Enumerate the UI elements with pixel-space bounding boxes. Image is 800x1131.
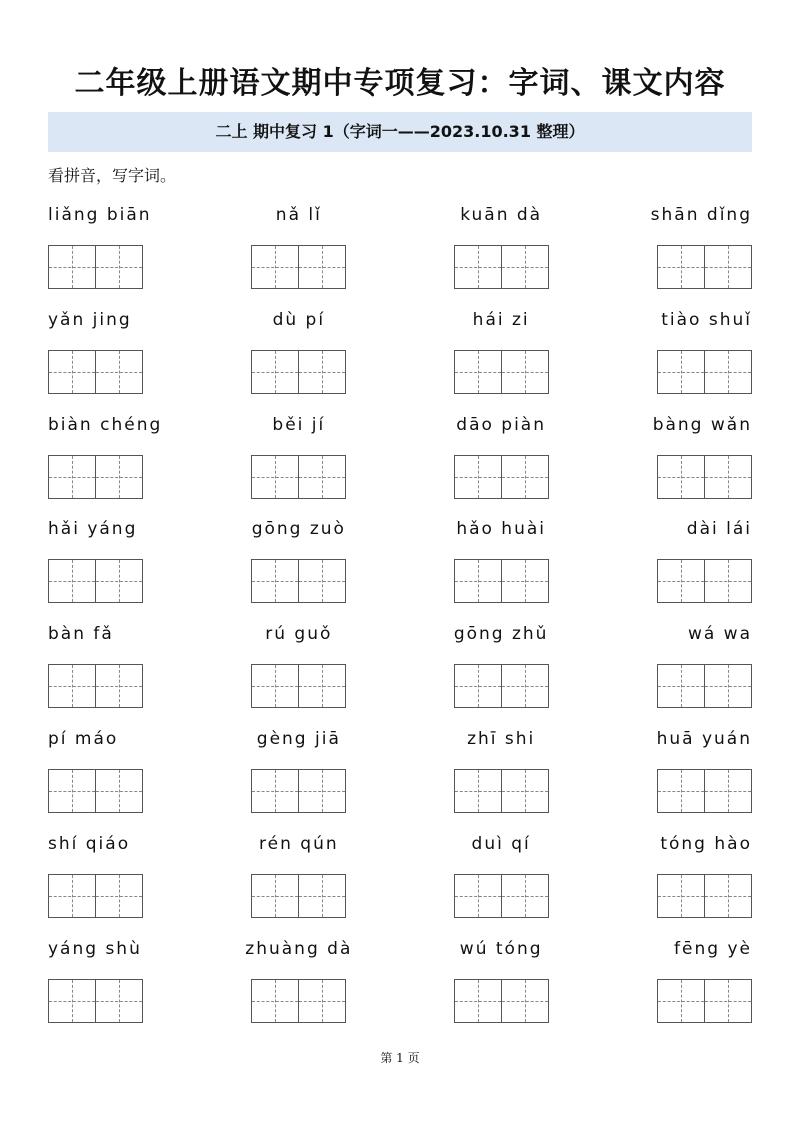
- exercise-item: [250, 829, 347, 934]
- pinyin-label: liǎng biān: [48, 205, 152, 225]
- character-box[interactable]: [252, 351, 298, 393]
- character-box[interactable]: [252, 665, 298, 707]
- exercise-item: [453, 619, 550, 724]
- pinyin-label: fēng yè: [674, 938, 752, 959]
- exercise-item: [453, 724, 550, 829]
- pinyin-label: dù pí: [272, 309, 326, 330]
- writing-boxes[interactable]: [251, 245, 346, 289]
- character-box[interactable]: [658, 770, 704, 812]
- pinyin-label: pí máo: [48, 728, 119, 749]
- character-box[interactable]: [455, 875, 501, 917]
- character-box[interactable]: [704, 351, 751, 393]
- exercise-item: [652, 410, 752, 515]
- writing-boxes[interactable]: [657, 874, 752, 918]
- writing-boxes[interactable]: [251, 664, 346, 708]
- character-box[interactable]: [95, 246, 142, 288]
- character-box[interactable]: [252, 246, 298, 288]
- exercise-item: [453, 200, 550, 305]
- pinyin-label: gōng zuò: [251, 519, 346, 540]
- exercise-item: [245, 934, 353, 1039]
- writing-boxes[interactable]: [454, 979, 549, 1023]
- character-box[interactable]: [455, 980, 501, 1022]
- writing-boxes[interactable]: [454, 874, 549, 918]
- character-box[interactable]: [298, 980, 345, 1022]
- character-box[interactable]: [704, 456, 751, 498]
- exercise-row: [48, 200, 752, 305]
- character-box[interactable]: [298, 560, 345, 602]
- pinyin-label: rú guǒ: [265, 624, 333, 645]
- exercise-item: [453, 514, 550, 619]
- exercise-item: [48, 829, 145, 934]
- pinyin-label: tóng hào: [660, 833, 752, 854]
- exercise-item: [453, 934, 550, 1039]
- character-box[interactable]: [501, 351, 548, 393]
- character-box[interactable]: [704, 246, 751, 288]
- character-box[interactable]: [501, 980, 548, 1022]
- pinyin-label: běi jí: [272, 414, 326, 435]
- character-box[interactable]: [49, 770, 95, 812]
- exercise-item: [48, 514, 145, 619]
- character-box[interactable]: [501, 770, 548, 812]
- pinyin-label: zhuàng dà: [245, 938, 353, 959]
- character-box[interactable]: [49, 351, 95, 393]
- character-box[interactable]: [49, 246, 95, 288]
- pinyin-label: huā yuán: [656, 728, 752, 749]
- exercise-item: [250, 619, 347, 724]
- character-box[interactable]: [95, 770, 142, 812]
- instruction-text: 看拼音，写字词。: [48, 166, 177, 185]
- character-box[interactable]: [455, 770, 501, 812]
- character-box[interactable]: [658, 456, 704, 498]
- character-box[interactable]: [704, 665, 751, 707]
- writing-boxes[interactable]: [454, 455, 549, 499]
- character-box[interactable]: [95, 351, 142, 393]
- writing-boxes[interactable]: [251, 350, 346, 394]
- page-number: 第 1 页: [380, 1051, 420, 1065]
- writing-boxes[interactable]: [48, 874, 143, 918]
- pinyin-label: dāo piàn: [456, 414, 547, 435]
- pinyin-label: bàn fǎ: [48, 624, 114, 645]
- pinyin-label: hǎi yáng: [48, 519, 138, 540]
- writing-boxes[interactable]: [48, 559, 143, 603]
- exercise-row: [48, 619, 752, 724]
- pinyin-label: dài lái: [686, 519, 752, 540]
- pinyin-label: hái zi: [472, 309, 530, 330]
- character-box[interactable]: [252, 560, 298, 602]
- character-box[interactable]: [298, 665, 345, 707]
- writing-boxes[interactable]: [48, 455, 143, 499]
- exercise-item: [655, 514, 752, 619]
- pinyin-label: tiào shuǐ: [661, 309, 752, 330]
- pinyin-label: hǎo huài: [456, 519, 546, 540]
- character-box[interactable]: [658, 665, 704, 707]
- exercise-item: [48, 410, 163, 515]
- pinyin-label: shí qiáo: [48, 833, 131, 854]
- exercise-item: [250, 200, 347, 305]
- exercise-item: [48, 200, 152, 305]
- character-box[interactable]: [455, 246, 501, 288]
- character-box[interactable]: [658, 875, 704, 917]
- exercise-item: [453, 829, 550, 934]
- exercise-grid: [48, 200, 752, 1038]
- writing-boxes[interactable]: [657, 559, 752, 603]
- pinyin-label: shān dǐng: [650, 205, 752, 225]
- exercise-row: [48, 724, 752, 829]
- character-box[interactable]: [704, 875, 751, 917]
- exercise-item: [250, 514, 347, 619]
- pinyin-label: yáng shù: [48, 938, 142, 959]
- exercise-item: [453, 305, 550, 410]
- exercise-item: [655, 619, 752, 724]
- writing-boxes[interactable]: [454, 664, 549, 708]
- character-box[interactable]: [704, 980, 751, 1022]
- subtitle-banner: 二上 期中复习 1（字词一——2023.10.31 整理）: [48, 112, 752, 152]
- exercise-item: [655, 724, 752, 829]
- character-box[interactable]: [49, 980, 95, 1022]
- page-title: 二年级上册语文期中专项复习：字词、课文内容: [74, 66, 726, 101]
- character-box[interactable]: [455, 456, 501, 498]
- writing-boxes[interactable]: [454, 245, 549, 289]
- writing-boxes[interactable]: [48, 664, 143, 708]
- character-box[interactable]: [49, 560, 95, 602]
- character-box[interactable]: [49, 456, 95, 498]
- character-box[interactable]: [658, 980, 704, 1022]
- exercise-item: [48, 934, 145, 1039]
- character-box[interactable]: [298, 770, 345, 812]
- writing-boxes[interactable]: [657, 979, 752, 1023]
- writing-boxes[interactable]: [251, 455, 346, 499]
- writing-boxes[interactable]: [454, 769, 549, 813]
- character-box[interactable]: [95, 665, 142, 707]
- exercise-item: [650, 200, 752, 305]
- character-box[interactable]: [49, 875, 95, 917]
- exercise-item: [48, 619, 145, 724]
- character-box[interactable]: [455, 351, 501, 393]
- character-box[interactable]: [658, 560, 704, 602]
- pinyin-label: gèng jiā: [256, 728, 341, 749]
- pinyin-label: kuān dà: [460, 205, 543, 225]
- exercise-item: [655, 934, 752, 1039]
- writing-boxes[interactable]: [657, 245, 752, 289]
- writing-boxes[interactable]: [48, 350, 143, 394]
- writing-boxes[interactable]: [251, 874, 346, 918]
- character-box[interactable]: [501, 246, 548, 288]
- pinyin-label: wá wa: [687, 624, 752, 645]
- writing-boxes[interactable]: [454, 350, 549, 394]
- pinyin-label: zhī shi: [467, 728, 536, 749]
- exercise-row: [48, 305, 752, 410]
- character-box[interactable]: [298, 351, 345, 393]
- character-box[interactable]: [252, 875, 298, 917]
- pinyin-label: nǎ lǐ: [275, 205, 322, 225]
- exercise-item: [250, 724, 347, 829]
- pinyin-label: gōng zhǔ: [453, 624, 549, 645]
- character-box[interactable]: [501, 875, 548, 917]
- exercise-row: [48, 410, 752, 515]
- writing-boxes[interactable]: [657, 769, 752, 813]
- pinyin-label: bàng wǎn: [652, 414, 752, 435]
- character-box[interactable]: [455, 560, 501, 602]
- character-box[interactable]: [501, 665, 548, 707]
- exercise-item: [250, 410, 347, 515]
- character-box[interactable]: [501, 456, 548, 498]
- exercise-row: [48, 829, 752, 934]
- character-box[interactable]: [252, 770, 298, 812]
- writing-boxes[interactable]: [657, 664, 752, 708]
- writing-boxes[interactable]: [251, 559, 346, 603]
- exercise-item: [48, 724, 145, 829]
- character-box[interactable]: [298, 875, 345, 917]
- exercise-row: [48, 514, 752, 619]
- character-box[interactable]: [95, 560, 142, 602]
- exercise-item: [48, 305, 145, 410]
- exercise-item: [655, 829, 752, 934]
- exercise-item: [655, 305, 752, 410]
- character-box[interactable]: [704, 770, 751, 812]
- character-box[interactable]: [658, 351, 704, 393]
- writing-boxes[interactable]: [657, 455, 752, 499]
- pinyin-label: wú tóng: [459, 938, 543, 959]
- character-box[interactable]: [95, 456, 142, 498]
- character-box[interactable]: [252, 456, 298, 498]
- writing-boxes[interactable]: [48, 769, 143, 813]
- exercise-row: [48, 934, 752, 1039]
- character-box[interactable]: [49, 665, 95, 707]
- pinyin-label: rén qún: [259, 833, 339, 854]
- writing-boxes[interactable]: [48, 245, 143, 289]
- pinyin-label: duì qí: [471, 833, 531, 854]
- character-box[interactable]: [501, 560, 548, 602]
- writing-boxes[interactable]: [48, 979, 143, 1023]
- exercise-item: [250, 305, 347, 410]
- character-box[interactable]: [298, 456, 345, 498]
- pinyin-label: yǎn jing: [48, 309, 132, 330]
- character-box[interactable]: [252, 980, 298, 1022]
- character-box[interactable]: [298, 246, 345, 288]
- character-box[interactable]: [95, 980, 142, 1022]
- exercise-item: [453, 410, 550, 515]
- character-box[interactable]: [95, 875, 142, 917]
- writing-boxes[interactable]: [251, 979, 346, 1023]
- character-box[interactable]: [455, 665, 501, 707]
- writing-boxes[interactable]: [454, 559, 549, 603]
- character-box[interactable]: [704, 560, 751, 602]
- writing-boxes[interactable]: [657, 350, 752, 394]
- pinyin-label: biàn chéng: [48, 414, 163, 435]
- character-box[interactable]: [658, 246, 704, 288]
- writing-boxes[interactable]: [251, 769, 346, 813]
